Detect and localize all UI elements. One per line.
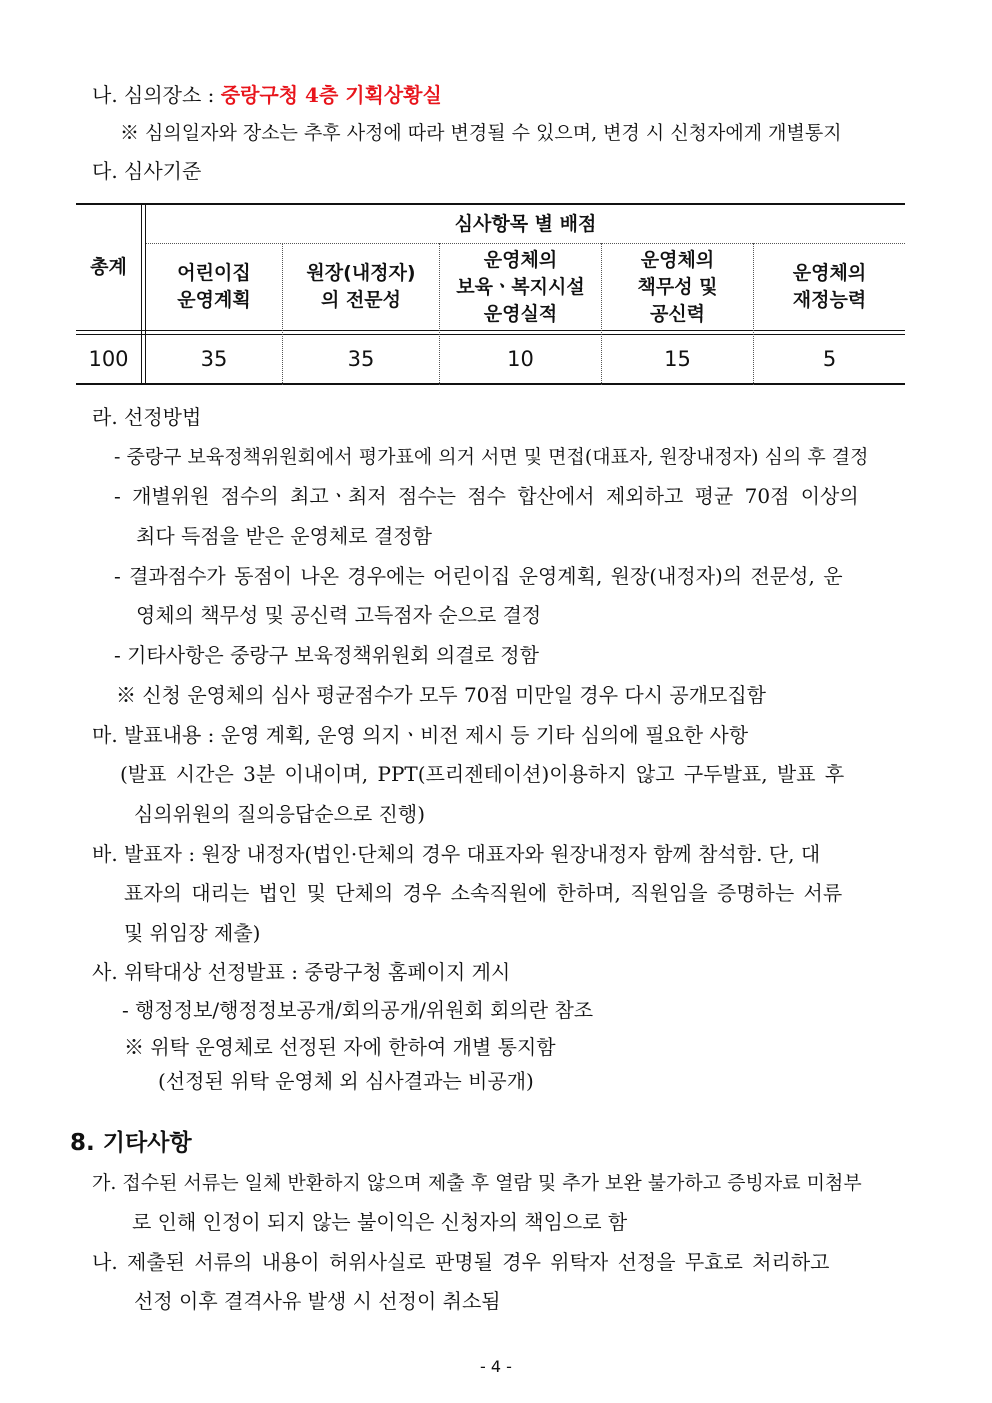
column-header: 운영체의 책무성 및 공신력 [637,248,718,325]
presenter-line: 바. 발표자 : 원장 내정자(법인·단체의 경우 대표자와 원장내정자 함께 참석함. 단, 대 [92,842,821,866]
criteria-heading: 다. 심사기준 [92,159,202,183]
column-header: 어린이집 운영계획 [177,262,251,311]
score-cell: 15 [664,346,691,371]
selection-heading: 라. 선정방법 [92,405,202,429]
selection-item: - 결과점수가 동점이 나온 경우에는 어린이집 운영계획, 원장(내정자)의 전문성, 운 [114,564,843,588]
score-cell: 5 [822,346,837,371]
selection-item: - 중랑구 보육정책위원회에서 평가표에 의거 서면 및 면접(대표자, 원장내정자) 심의 후 결정 [114,446,869,468]
score-cell: 35 [347,346,375,371]
section8-item-cont: 선정 이후 결격사유 발생 시 선정이 취소됨 [134,1289,501,1313]
announcement-line: - 행정정보/행정정보공개/회의공개/위원회 회의란 참조 [122,998,594,1022]
presentation-line: 마. 발표내용 : 운영 계획, 운영 의지ㆍ비전 제시 등 기타 심의에 필요한 사항 [92,723,749,747]
section8-item: 가. 접수된 서류는 일체 반환하지 않으며 제출 후 열람 및 추가 보완 불가하고 증빙자료 미첨부 [92,1172,862,1194]
venue-note: ※ 심의일자와 장소는 추후 사정에 따라 변경될 수 있으며, 변경 시 신청자에게 개별통지 [120,122,842,144]
announcement-note: (선정된 위탁 운영체 외 심사결과는 비공개) [158,1069,534,1093]
group-header: 심사항목 별 배점 [454,212,597,235]
selection-item: - 기타사항은 중랑구 보육정책위원회 의결로 정함 [114,643,539,667]
presentation-line: (발표 시간은 3분 이내이며, PPT(프리젠테이션)이용하지 않고 구두발표, 발표 후 [120,762,845,786]
column-header: 원장(내정자) 의 전문성 [306,262,416,311]
announcement-line: 사. 위탁대상 선정발표 : 중랑구청 홈페이지 게시 [92,960,511,984]
criteria-table [76,203,905,385]
total-score: 100 [88,346,129,371]
selection-item-cont: 최다 득점을 받은 운영체로 결정함 [136,524,432,548]
selection-item: - 개별위원 점수의 최고ㆍ최저 점수는 점수 합산에서 제외하고 평균 70점 이상의 [114,484,859,508]
column-header: 운영체의 재정능력 [792,262,867,311]
section-title: 8. 기타사항 [70,1130,192,1156]
presenter-line: 및 위임장 제출) [124,921,261,945]
section8-item: 나. 제출된 서류의 내용이 허위사실로 판명될 경우 위탁자 선정을 무효로 처리하고 [92,1250,830,1274]
page-number: - 4 - [480,1357,512,1376]
score-cell: 35 [200,346,228,371]
presenter-line: 표자의 대리는 법인 및 단체의 경우 소속직원에 한하며, 직원임을 증명하는 서류 [124,881,843,905]
total-header: 총계 [90,256,127,278]
score-cell: 10 [507,346,534,371]
venue-place: 중랑구청 4층 기획상황실 [220,83,442,107]
column-header: 운영체의 보육ㆍ복지시설 운영실적 [456,248,585,325]
selection-note: ※ 신청 운영체의 심사 평균점수가 모두 70점 미만일 경우 다시 공개모집함 [116,683,766,707]
selection-item-cont: 영체의 책무성 및 공신력 고득점자 순으로 결정 [136,603,542,627]
announcement-note: ※ 위탁 운영체로 선정된 자에 한하여 개별 통지함 [124,1035,556,1059]
venue-label: 나. 심의장소 : [92,83,221,107]
venue-line [92,82,442,108]
section8-item-cont: 로 인해 인정이 되지 않는 불이익은 신청자의 책임으로 함 [132,1210,628,1234]
presentation-line: 심의위원의 질의응답순으로 진행) [134,802,425,826]
